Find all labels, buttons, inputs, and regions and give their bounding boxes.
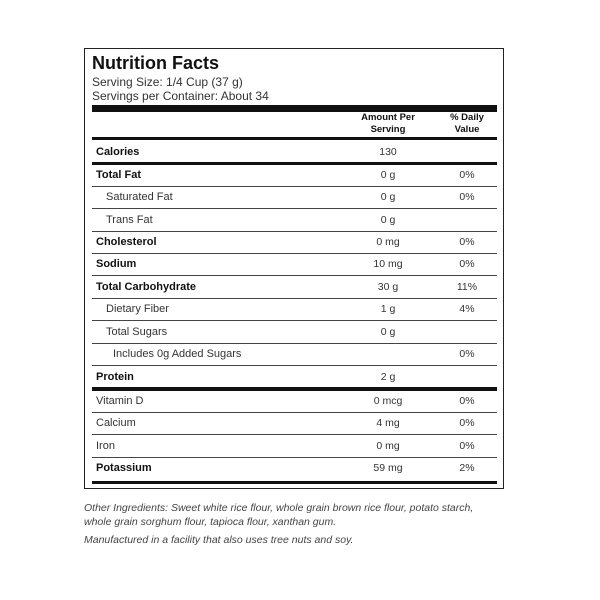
row-rule (92, 343, 497, 344)
nutrition-facts-panel (84, 48, 504, 489)
other-ingredients (84, 501, 514, 529)
panel-title: Nutrition Facts (92, 53, 220, 73)
row-rule (92, 275, 497, 276)
row-amount-vitamin-d: 0 mcg (373, 395, 403, 407)
row-dv-total-carbohydrate: 11% (456, 281, 478, 293)
row-amount-dietary-fiber: 1 g (380, 303, 396, 315)
ingredients-line-1: Other Ingredients: Sweet white rice flour, whole grain brown rice flour, potato starch, (84, 502, 474, 514)
calories-rule (92, 162, 497, 165)
row-amount-iron: 0 mg (376, 440, 400, 452)
row-label-calories: Calories (96, 146, 140, 158)
row-label-iron: Iron (96, 440, 115, 452)
row-label-added-sugars: Includes 0g Added Sugars (113, 348, 242, 360)
row-dv-potassium: 2% (459, 462, 475, 474)
row-dv-calcium: 0% (459, 417, 475, 429)
row-rule (92, 320, 497, 321)
row-amount-potassium: 59 mg (373, 462, 403, 474)
protein-rule (92, 387, 497, 391)
ingredients-line-2: whole grain sorghum flour, tapioca flour, xanthan gum. (84, 516, 337, 528)
row-amount-calcium: 4 mg (376, 417, 400, 429)
row-amount-protein: 2 g (380, 371, 396, 383)
row-label-dietary-fiber: Dietary Fiber (106, 303, 169, 315)
row-amount-cholesterol: 0 mg (376, 236, 400, 248)
row-amount-calories: 130 (379, 146, 397, 158)
row-dv-iron: 0% (459, 440, 475, 452)
row-amount-total-fat: 0 g (380, 169, 396, 181)
bottom-rule (92, 481, 497, 484)
row-label-saturated-fat: Saturated Fat (106, 191, 173, 203)
header-rule (92, 105, 497, 112)
serving-size: Serving Size: 1/4 Cup (37 g) (92, 75, 243, 89)
facility-note: Manufactured in a facility that also uses tree nuts and soy. (84, 534, 354, 546)
row-label-sodium: Sodium (96, 258, 137, 270)
row-rule (92, 253, 497, 254)
row-rule (92, 412, 497, 413)
daily-value-header (439, 112, 495, 136)
row-amount-total-carbohydrate: 30 g (377, 281, 399, 293)
row-dv-sodium: 0% (459, 258, 475, 270)
row-rule (92, 434, 497, 435)
row-amount-trans-fat: 0 g (380, 214, 396, 226)
row-rule (92, 186, 497, 187)
row-rule (92, 457, 497, 458)
amount-per-serving-header (340, 112, 436, 136)
dv-header-line2: Value (454, 124, 480, 135)
row-label-protein: Protein (96, 371, 134, 383)
servings-per-container: Servings per Container: About 34 (92, 89, 269, 103)
row-label-total-fat: Total Fat (96, 169, 142, 181)
row-dv-saturated-fat: 0% (459, 191, 475, 203)
amount-header-line2: Serving (370, 124, 406, 135)
row-rule (92, 208, 497, 209)
row-label-calcium: Calcium (96, 417, 136, 429)
row-dv-cholesterol: 0% (459, 236, 475, 248)
row-rule (92, 298, 497, 299)
row-label-trans-fat: Trans Fat (106, 214, 153, 226)
row-amount-sodium: 10 mg (373, 258, 403, 270)
row-label-total-carbohydrate: Total Carbohydrate (96, 281, 197, 293)
row-label-potassium: Potassium (96, 462, 152, 474)
row-dv-vitamin-d: 0% (459, 395, 475, 407)
row-label-cholesterol: Cholesterol (96, 236, 157, 248)
column-header-rule (92, 137, 497, 140)
row-dv-added-sugars: 0% (459, 348, 475, 360)
dv-header-line1: % Daily (450, 112, 484, 123)
row-amount-saturated-fat: 0 g (380, 191, 396, 203)
row-rule (92, 365, 497, 366)
row-dv-total-fat: 0% (459, 169, 475, 181)
row-rule (92, 231, 497, 232)
row-amount-total-sugars: 0 g (380, 326, 396, 338)
row-dv-dietary-fiber: 4% (459, 303, 475, 315)
amount-header-line1: Amount Per (361, 112, 415, 123)
row-label-vitamin-d: Vitamin D (96, 395, 144, 407)
row-label-total-sugars: Total Sugars (106, 326, 168, 338)
